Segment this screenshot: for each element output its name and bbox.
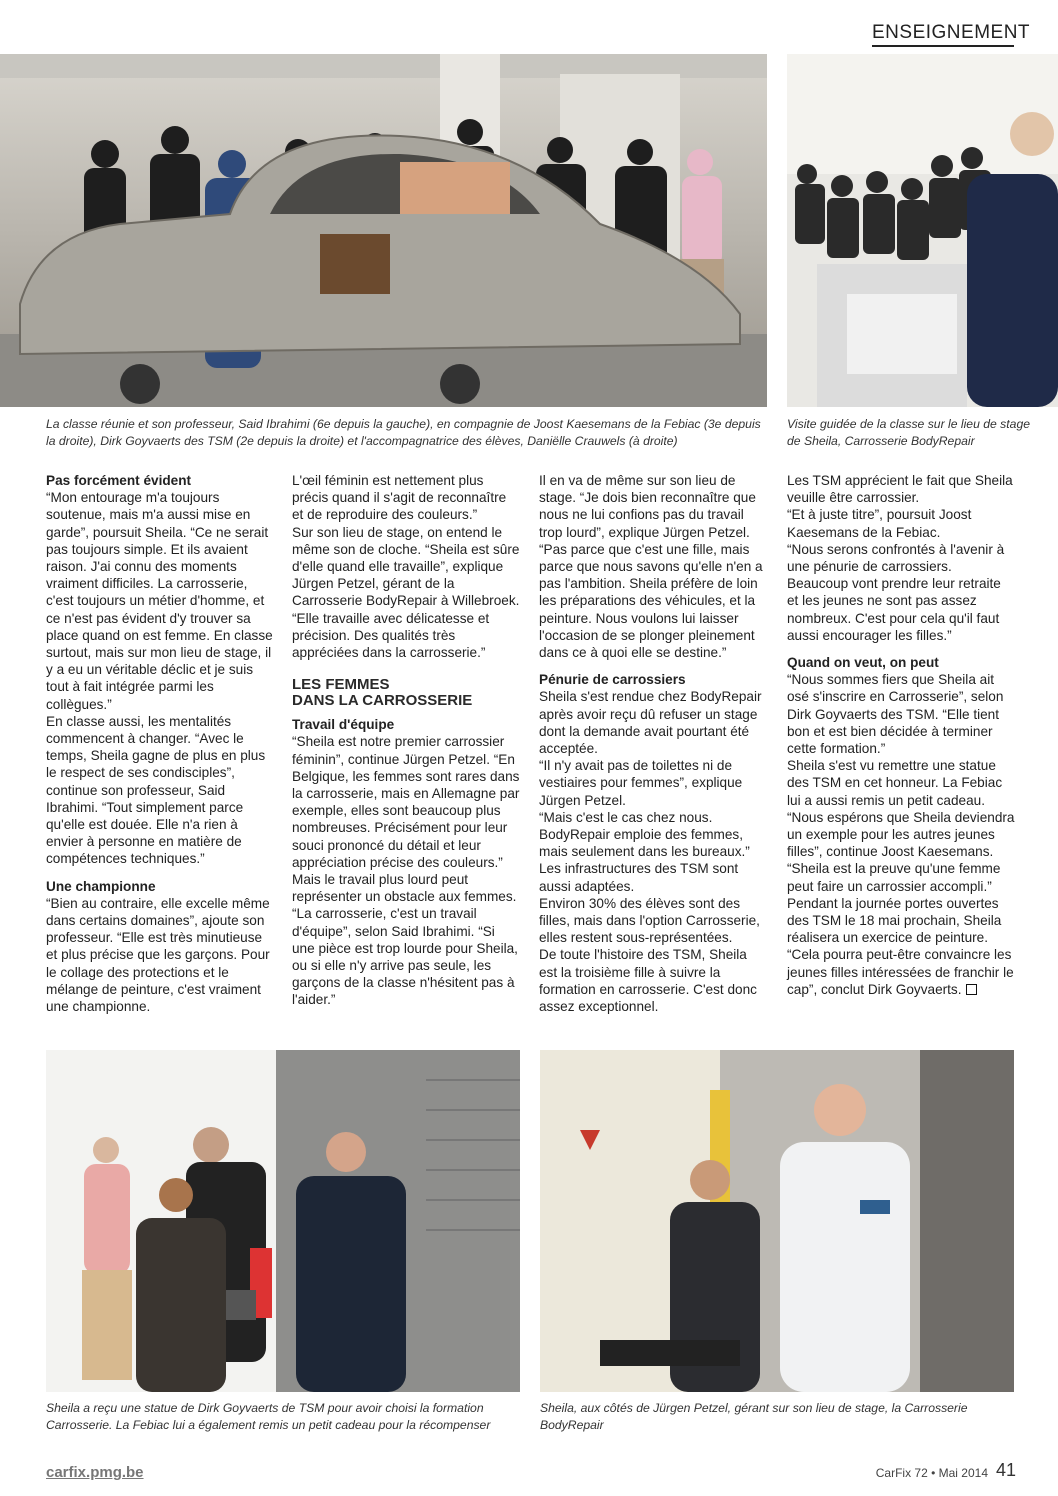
paragraph: De toute l'histoire des TSM, Sheila est la troisième fille à suivre la formation en carrosserie. C'est donc assez exceptionnel. xyxy=(539,947,757,1015)
paragraph: Sheila s'est rendue chez BodyRepair après avoir reçu dû refuser un stage dont la demande avait pourtant été acceptée. xyxy=(539,689,762,757)
paragraph: “Nous espérons que Sheila deviendra un exemple pour les autres jeunes filles”, continue Joost Kaesemans. “Sheila est la preuve qu'une femme peut faire un carrossier accompli.” xyxy=(787,809,1015,894)
closing-sentence: “Cela pourra peut-être convaincre les jeunes filles intéressées de franchir le cap”, conclut Dirk Goyvaerts. xyxy=(787,947,1014,997)
paragraph: Environ 30% des élèves sont des filles, mais dans l'option Carrosserie, elles restent sous-représentées. xyxy=(539,895,760,946)
caption-guided-visit: Visite guidée de la classe sur le lieu de stage de Sheila, Carrosserie BodyRepair xyxy=(787,417,1030,448)
article-column-1 xyxy=(46,472,274,1015)
subheading-travail-equipe: Travail d'équipe xyxy=(292,717,395,733)
photo-class-group xyxy=(0,54,767,407)
section-heading-line-2: DANS LA CARROSSERIE xyxy=(292,692,473,710)
article-column-2 xyxy=(292,472,520,1009)
paragraph: “Nous serons confrontés à l'avenir à une pénurie de carrossiers. Beaucoup vont prendre leur retraite et les jeunes ne sont pas assez nombreux. C'est pour cela qu'il faut aussi encourager les filles.” xyxy=(787,541,1005,643)
paragraph: “Sheila est notre premier carrossier féminin”, continue Jürgen Petzel. “En Belgique, les femmes sont rares dans la carrosserie, mais en Allemagne par exemple, elles sont beaucoup plus nombreuses. Précisément pour leur souci prononcé du détail et leur appréciation précise des couleurs.” xyxy=(292,734,520,870)
page-number: 41 xyxy=(996,1460,1017,1480)
paragraph: “Et à juste titre”, poursuit Joost Kaesemans de la Febiac. xyxy=(787,507,972,540)
paragraph: L'œil féminin est nettement plus précis quand il s'agit de reconnaître et de reproduire des couleurs.” xyxy=(292,473,507,523)
photo-statue-award xyxy=(46,1050,520,1392)
caption-sheila-petzel: Sheila, aux côtés de Jürgen Petzel, gérant sur son lieu de stage, la Carrosserie BodyRepair xyxy=(540,1401,968,1432)
paragraph: En classe aussi, les mentalités commencent à changer. “Avec le temps, Sheila gagne de plus en plus le respect de ses condisciples”, continue son professeur, Said Ibrahimi. “Tout simplement parce qu'elle est douée. Elle n'a rien à envier à personne en matière de compétences techniques.” xyxy=(46,713,266,867)
paragraph: Sur son lieu de stage, on entend le même son de cloche. “Sheila est sûre d'elle quand elle travaille”, explique Jürgen Petzel, gérant de la Carrosserie BodyRepair à Willebroek. “Elle travaille avec délicatesse et précision. Des qualités très appréciées dans la carrosserie.” xyxy=(292,524,520,661)
caption-statue-award: Sheila a reçu une statue de Dirk Goyvaerts de TSM pour avoir choisi la formation Carrosserie. La Febiac lui a également remis un petit cadeau pour la récompenser xyxy=(46,1401,491,1432)
paragraph: Il en va de même sur son lieu de stage. “Je dois bien reconnaître que nous ne lui confions pas du travail trop lourd”, explique Jürgen Petzel. “Pas parce que c'est une fille, mais parce que nous savons qu'elle n'en a pas l'ambition. Sheila préfère de loin les préparations des véhicules, et la peinture. Nous voulons lui laisser l'occasion de se plonger pleinement dans ce à quoi elle se destine.” xyxy=(539,473,763,661)
paragraph: Les TSM apprécient le fait que Sheila veuille être carrossier. xyxy=(787,473,1013,506)
paragraph: “Mais c'est le cas chez nous. BodyRepair emploie des femmes, mais seulement dans les bureaux.” xyxy=(539,809,750,860)
article-column-3 xyxy=(539,472,767,1015)
end-of-article-icon xyxy=(966,984,977,995)
article-column-4 xyxy=(787,472,1015,998)
paragraph: Sheila s'est vu remettre une statue des TSM en cet honneur. La Febiac lui a aussi remis un petit cadeau. xyxy=(787,758,1003,808)
paragraph: Les infrastructures des TSM sont aussi adaptées. xyxy=(539,861,739,894)
section-label: ENSEIGNEMENT xyxy=(872,22,1014,47)
photo-guided-visit xyxy=(787,54,1058,407)
photo-sheila-petzel xyxy=(540,1050,1014,1392)
section-heading-line-1: LES FEMMES xyxy=(292,676,390,694)
paragraph: Mais le travail plus lourd peut représenter un obstacle aux femmes. “La carrosserie, c'est un travail d'équipe”, selon Said Ibrahimi. “Si une pièce est trop lourde pour Sheila, ou si elle n'y arrive pas seule, les garçons de la classe n'hésitent pas à l'aider.” xyxy=(292,872,518,1008)
paragraph: “Il n'y avait pas de toilettes ni de vestiaires pour femmes”, explique Jürgen Petzel. xyxy=(539,758,743,808)
paragraph xyxy=(787,946,1015,998)
subheading-pas-forcement-evident: Pas forcément évident xyxy=(46,473,192,488)
footer-issue-info: CarFix 72 • Mai 2014 xyxy=(875,1466,988,1480)
subheading-une-championne: Une championne xyxy=(46,878,156,894)
footer-website-link[interactable]: carfix.pmg.be xyxy=(46,1464,144,1481)
paragraph: “Bien au contraire, elle excelle même dans certains domaines”, ajoute son professeur. “Elle est très minutieuse et plus précise que les garçons. Pour le collage des protections et le mélange de peinture, c'est vraiment une championne. xyxy=(46,895,270,1015)
paragraph: “Mon entourage m'a toujours soutenue, mais m'a aussi mise en garde”, poursuit Sheila. “Ce ne serait pas toujours simple. Et ils avaient raison. J'ai connu des moments vraiment difficiles. La carrosserie, c'est toujours un métier d'homme, et ce n'est pas évident d'y trouver sa place quand on est femme. En classe surtout, mais sur mon lieu de stage, il y a eu un véritable déclic et je suis tout à fait intégrée parmi les collègues.” xyxy=(46,490,273,712)
paragraph: “Nous sommes fiers que Sheila ait osé s'inscrire en Carrosserie”, selon Dirk Goyvaerts des TSM. “Elle tient bon et est bien décidée à terminer cette formation.” xyxy=(787,672,1004,757)
subheading-quand-on-veut: Quand on veut, on peut xyxy=(787,655,939,671)
subheading-penurie: Pénurie de carrossiers xyxy=(539,672,686,688)
paragraph: Pendant la journée portes ouvertes des TSM le 18 mai prochain, Sheila réalisera un exercice de peinture. xyxy=(787,895,1002,946)
caption-class-group: La classe réunie et son professeur, Said Ibrahimi (6e depuis la gauche), en compagnie de Joost Kaesemans de la Febiac (3e depuis la droite), Dirk Goyvaerts des TSM (2e depuis la droite) et l'accompagnatrice des élèves, Daniëlle Crauwels (à droite) xyxy=(46,417,761,448)
